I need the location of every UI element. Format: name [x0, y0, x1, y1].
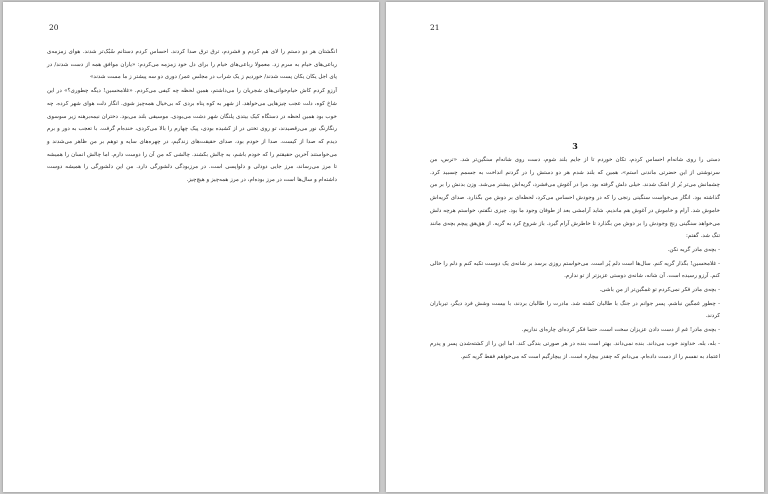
paragraph: آرزو کردم کاش خیام‌خوانی‌های شجریان را می‌داشتم، همین لحظه چه کیفی می‌کردم. «غلامحسین! دیگه چطوری؟» در این شاخ کوه، دلت عجب چیزهایی می‌خواهد. از شهر به کوه پناه بردی که بی‌خیال همه‌چیز شوی. انگار دلت هوای شهر کرده. چه خوب بود همین لحظه در دستگاه کیک بیتدی پلنگان شهر دشت می‌بودی. موسیقی بلند می‌بود. دختران نیمه‌برهنه زیر سوسوی رنگارنگ نور می‌رقصیدند، تو روی تختی در از کشیده بودی، پیک چهارم را بالا می‌کردی، خنده‌ام گرفت. با تعجب به دور و برم دیدم که صدا از کیست. صدا از خودم بود، صدای حقیقت‌های زندگیم، در چهره‌های سایه و توهم بر من ظاهر می‌شدند و می‌خواستند آخرین حقیقتم را که خودم باشم، به چالش بکشند. چالشی که من آن را دوست دارم. اما چالش انسان را همیشه تا مرز می‌رساند، مرز جایی دودلی و دلواپسی است. در مرزبودگی دلشورگی دارد. من این دلشورگی را همیشه دوست داشته‌ام و سال‌ها است در مرز بوده‌ام، در مرز همه‌چیز و هیچ‌چیز. [47, 88, 337, 184]
dialogue-line: - بچه‌ی مادر! غم از دست دادن عزیزان سخت است، حتما فکر کرده‌ای چاره‌ای نداریم. [521, 327, 720, 334]
left-page [3, 2, 379, 492]
right-page [386, 2, 764, 492]
page-number: 21 [430, 23, 440, 32]
page-body [47, 46, 337, 188]
dialogue-line: - بچه‌ی مادر فکر نمی‌کردم تو غمگین‌تر از من باشی. [599, 287, 720, 294]
page-number: 20 [49, 23, 59, 32]
paragraph: دستی را روی شانه‌ام احساس کردم، تکان خوردم تا از جایم بلند شوم، دست روی شانه‌ام سنگین‌تر شد. «ترس، من سرنوشتی از این حضرتی ماندنی استم»، همین که بلند شدم هر دو دستش را در گردنم انداخت به جسمم چسبید کرد. چشمانش می‌تر بُر از اشک شدند. خیلی دلش گرفته بود. مرا در آغوش می‌فشرد، گریه‌اش بیشتر می‌شد. وزن بدنش را بر من گذاشته بود. انگار می‌خواست سنگینی رنجی را که در وجودش احساس می‌کرد، لحظه‌ای بر دوش من بگذارد. صدای گریه‌اش خاموش شد. آرام و خاموش در آغوش هم ماندیم. شاید آرامشی بعد از طوفان وجود ما بود. چیزی نگفتم، خواستم هرچه دلش می‌خواهد سنگینی رنج وجودش را بر دوش من بگذارد تا خاطرش آرام گیرد. باز شروع کرد به گریه. از هق‌هق پیچم بچه‌ی مانند تنگ شد. گفتم: [430, 157, 720, 240]
chapter-number: 3 [572, 141, 578, 151]
paragraph: انگشتان هر دو دستم را لای هم کردم و فشردم، ترق ترق صدا کردند. احساس کردم دستانم سُبُک‌تر شدند. هوای زمزمه‌ی رباعی‌های خیام به سرم زد. معمولا رباعی‌های خیام را برای دل خود زمزمه می‌کردم: «یاران موافق همه از دست شدند/ در پای اجل یکان یکان پست شدند/ خوردیم ز یک شراب در مجلس عمر/ دوری دو سه پیشتر ز ما مست شدند» [47, 49, 337, 81]
dialogue-line: - غلامحسین! بگذار گریه کنم. سال‌ها است دلم پُر است. می‌خواستم روزی برسد بر شانه‌ی یک دوست تکیه کنم و دلم را خالی کنم. آرزو رسیده است. آن شانه، شانه‌ی دوستی عزیزتر از تو ندارم. [430, 260, 720, 280]
dialogue-line: - بچه‌ی مادر گریه نکن. [667, 246, 720, 253]
dialogue-line: - چطور غمگین نباشم. پسر جوانم در جنگ با طالبان کشته شد. مادرت را طالبان بردند، با بیست وشش فرد دیگر، تیرباران کردند. [430, 300, 720, 320]
page-body [430, 154, 720, 364]
dialogue-line: - بله، بله. خداوند خوب می‌داند. بنده نمی‌داند. بهتر است بنده در هر صورتی بندگی کند. اما این را از کشته‌شدن پسر و پدرم اعتماد به نفسم را از دست داده‌ام. می‌دانم که چقدر بیچاره است. از بیچارگیم است که می‌خواهم فقط گریه کنم. [430, 340, 720, 360]
